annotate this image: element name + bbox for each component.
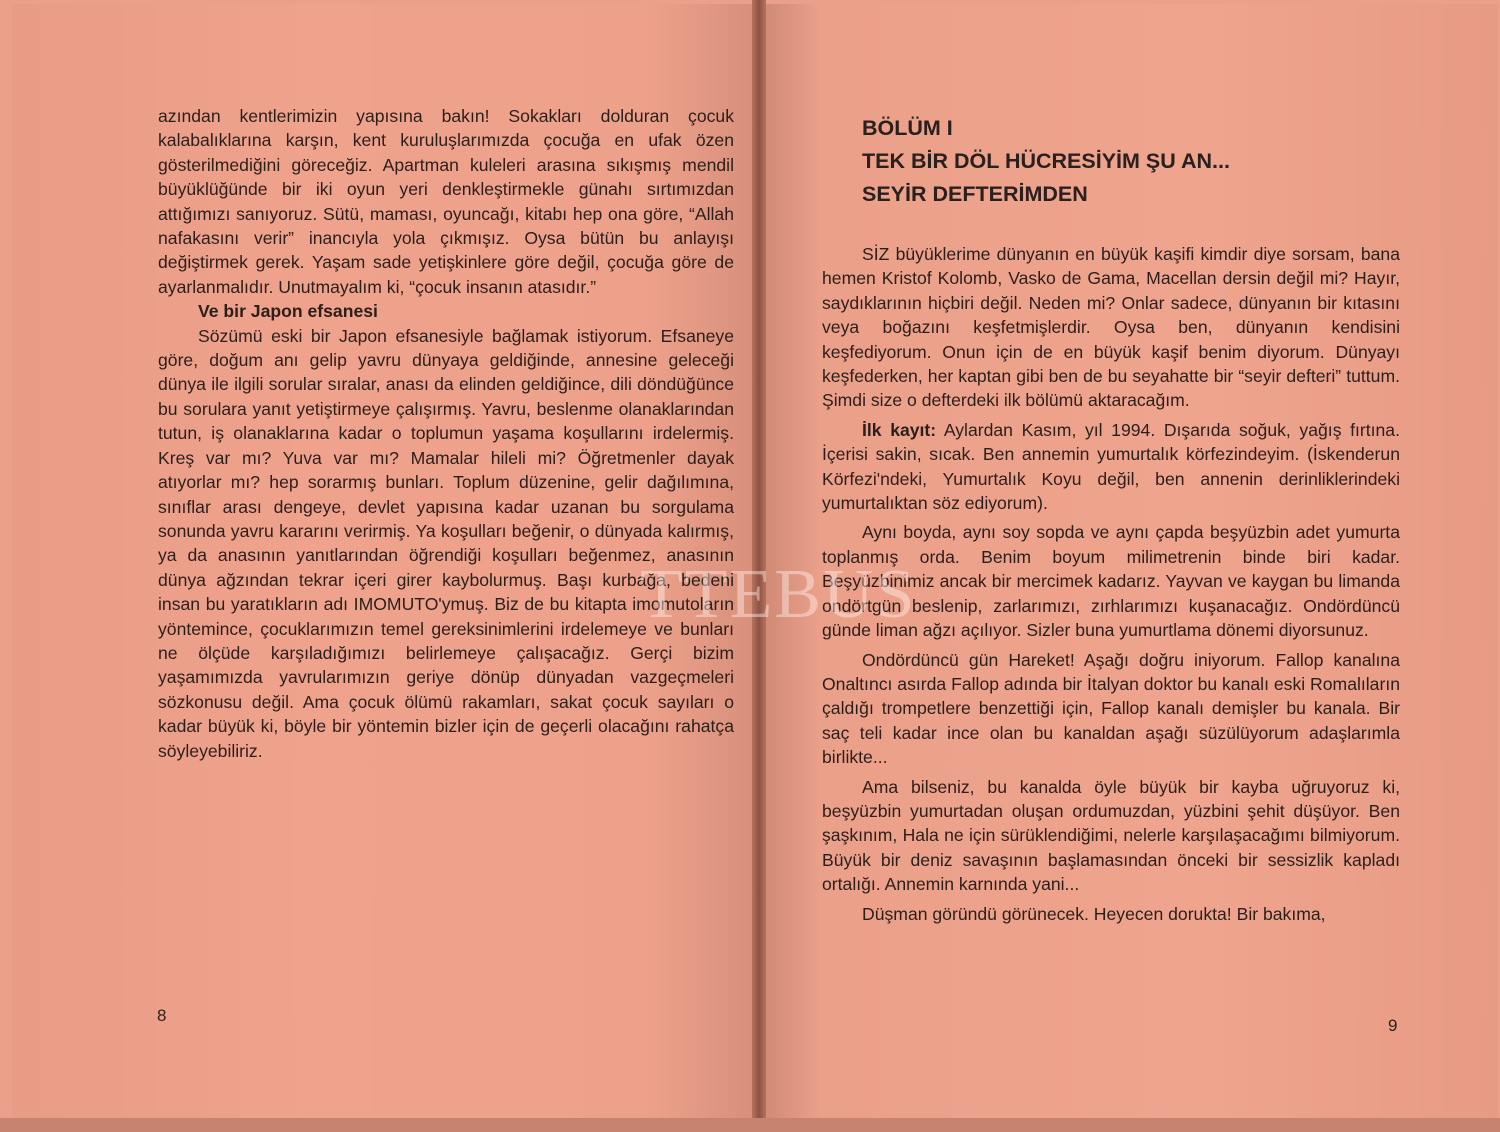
page-number-left: 8 [157, 1006, 167, 1025]
chapter-heading [862, 112, 1422, 211]
watermark: TTEBUS [640, 556, 917, 633]
right-paragraph-6: Düşman göründü görünecek. Heyecen dorukta! Bir bakıma, [862, 903, 1326, 924]
right-paragraph-3: Aynı boyda, aynı soy sopda ve aynı çapda beşyüzbin adet yumurta toplanmış orda. Benim boyum milimetrenin binde biri kadar. Beşyüzbinimiz ancak bir mercimek kadarız. Yayvan ve kaygan bu limanda ondörtgün beslenip, zarlarımızı, zırhlarımızı kuşanacağız. Ondördüncü günde liman ağzı açılıyor. Sizler buna yumurtlama dönemi diyorsunuz. [822, 522, 1400, 641]
right-paragraph-4: Ondördüncü gün Hareket! Aşağı doğru iniyorum. Fallop kanalına Onaltıncı asırda Fallop adında bir İtalyan doktor bu kanalı eski Romalıların çaldığı trompetlere benzettiği için, Fallop kanalı demişler bu kanala. Bir saç teli kadar ince olan bu kanaldan aşağı süzülüyorum adaşlarımla birlikte... [822, 649, 1400, 768]
first-entry-label: İlk kayıt: [862, 419, 937, 440]
left-paragraph-1: azından kentlerimizin yapısına bakın! Sokakları dolduran çocuk kalabalıklarına karşın, kent kuruluşlarımızda çocuğa en ufak özen gösterilmediğini göreceğiz. Apartman kuleleri arasına sıkışmış mendil büyüklüğünde bir iki oyun yeri denkleştirmekle günahı sırtımızdan attığımızı sanıyoruz. Sütü, maması, oyuncağı, kitabı hep ona göre, “Allah nafakasını verir” inancıyla yola çıkmışız. Oysa bütün bu anlayışı değiştirmek gerek. Yaşam sade yetişkinlere göre değil, çocuğa göre de ayarlanmalıdır. Unutmayalım ki, “çocuk insanın atasıdır.” [158, 106, 734, 297]
left-paragraph-2: Sözümü eski bir Japon efsanesiyle bağlamak istiyorum. Efsaneye göre, doğum anı gelip yavru dünyaya geldiğinde, annesine geleceği dünya ile ilgili sorular sıralar, anası da elinden geldiğince, dili döndüğünce bu sorulara yanıt yetiştirmeye çalışırmış. Yavru, beslenme olanaklarından tutun, iş olanaklarına kadar o toplumun yaşama koşullarını irdelermiş. Kreş var mı? Yuva var mı? Mamalar hileli mi? Öğretmenler dayak atıyorlar mı? hep sorarmış bunları. Toplum düzenine, gelir dağılımına, sınıflar arası dengeye, devlet yapısına kadar uzanan bu sorgulama sonunda yavru kararını verirmiş. Ya koşulları beğenir, o dünyada kalırmış, ya da anasının yanıtlarından öğrendiği koşulları beğenmez, anasının dünya ağzından tekrar içeri girer kaybolurmuş. Başı kurbağa, bedeni insan bu yaratıkların adı IMOMUTO'ymuş. Biz de bu kitapta imomutoların yöntemince, çocuklarımızın temel gereksinimlerini irdelemeye ve bunları ne ölçüde karşıladığımızı belirlemeye çalışacağız. Gerçi bizim yaşamımızda yavrularımızın geriye dönüp dünyadan vazgeçmeleri sözkonusu değil. Ama çocuk ölümü rakamları, sakat çocuk sayıları o kadar büyük ki, böyle bir yöntemin bizler için de geçerli olacağını rahatça söyleyebiliriz. [158, 325, 734, 761]
right-paragraph-5: Ama bilseniz, bu kanalda öyle büyük bir kayba uğruyoruz ki, beşyüzbin yumurtadan oluşan ordumuzdan, yüzbini şehit düşüyor. Ben şaşkınım, Hala ne için sürüklendiğimi, nelerle karşılaşacağımı bilmiyorum. Büyük bir deniz savaşının başlamasından önceki bir sessizlik kapladı ortalığı. Annemin karnında yani... [822, 776, 1400, 895]
left-page-text [158, 104, 734, 763]
right-paragraph-1: SİZ büyüklerime dünyanın en büyük kaşifi kimdir diye sorsam, bana hemen Kristof Kolomb, Vasko de Gama, Macellan dersin değil mi? Hayır, saydıklarının hiçbiri değil. Neden mi? Onlar sadece, dünyanın bir kıtasını veya boğazını keşfetmişlerdir. Oysa ben, dünyanın kendisini keşfediyorum. Onun için de en büyük kaşif benim diyorum. Dünyayı keşfederken, her kaptan gibi ben de bu seyahatte bir “seyir defteri” tuttum. Şimdi size o defterdeki ilk bölümü aktaracağım. [822, 244, 1400, 411]
first-entry-text: Aylardan Kasım, yıl 1994. Dışarıda soğuk, yağış fırtına. İçerisi sakin, sıcak. Ben annemin yumurtalık körfezindeyim. (İskenderun Körfezi'ndeki, Yumurtalık Koyu değil, ben annenin derinliklerindeki yumurtalıktan söz ediyorum). [822, 419, 1400, 514]
chapter-title-line-1: TEK BİR DÖL HÜCRESİYİM ŞU AN... [862, 149, 1230, 173]
page-number-right: 9 [1388, 1016, 1398, 1035]
chapter-label: BÖLÜM I [862, 116, 953, 140]
page-bottom-edge [0, 1118, 1500, 1132]
subheading-japanese-legend: Ve bir Japon efsanesi [198, 301, 378, 322]
right-paragraph-2 [822, 418, 1400, 516]
chapter-title-line-2: SEYİR DEFTERİMDEN [862, 182, 1088, 206]
